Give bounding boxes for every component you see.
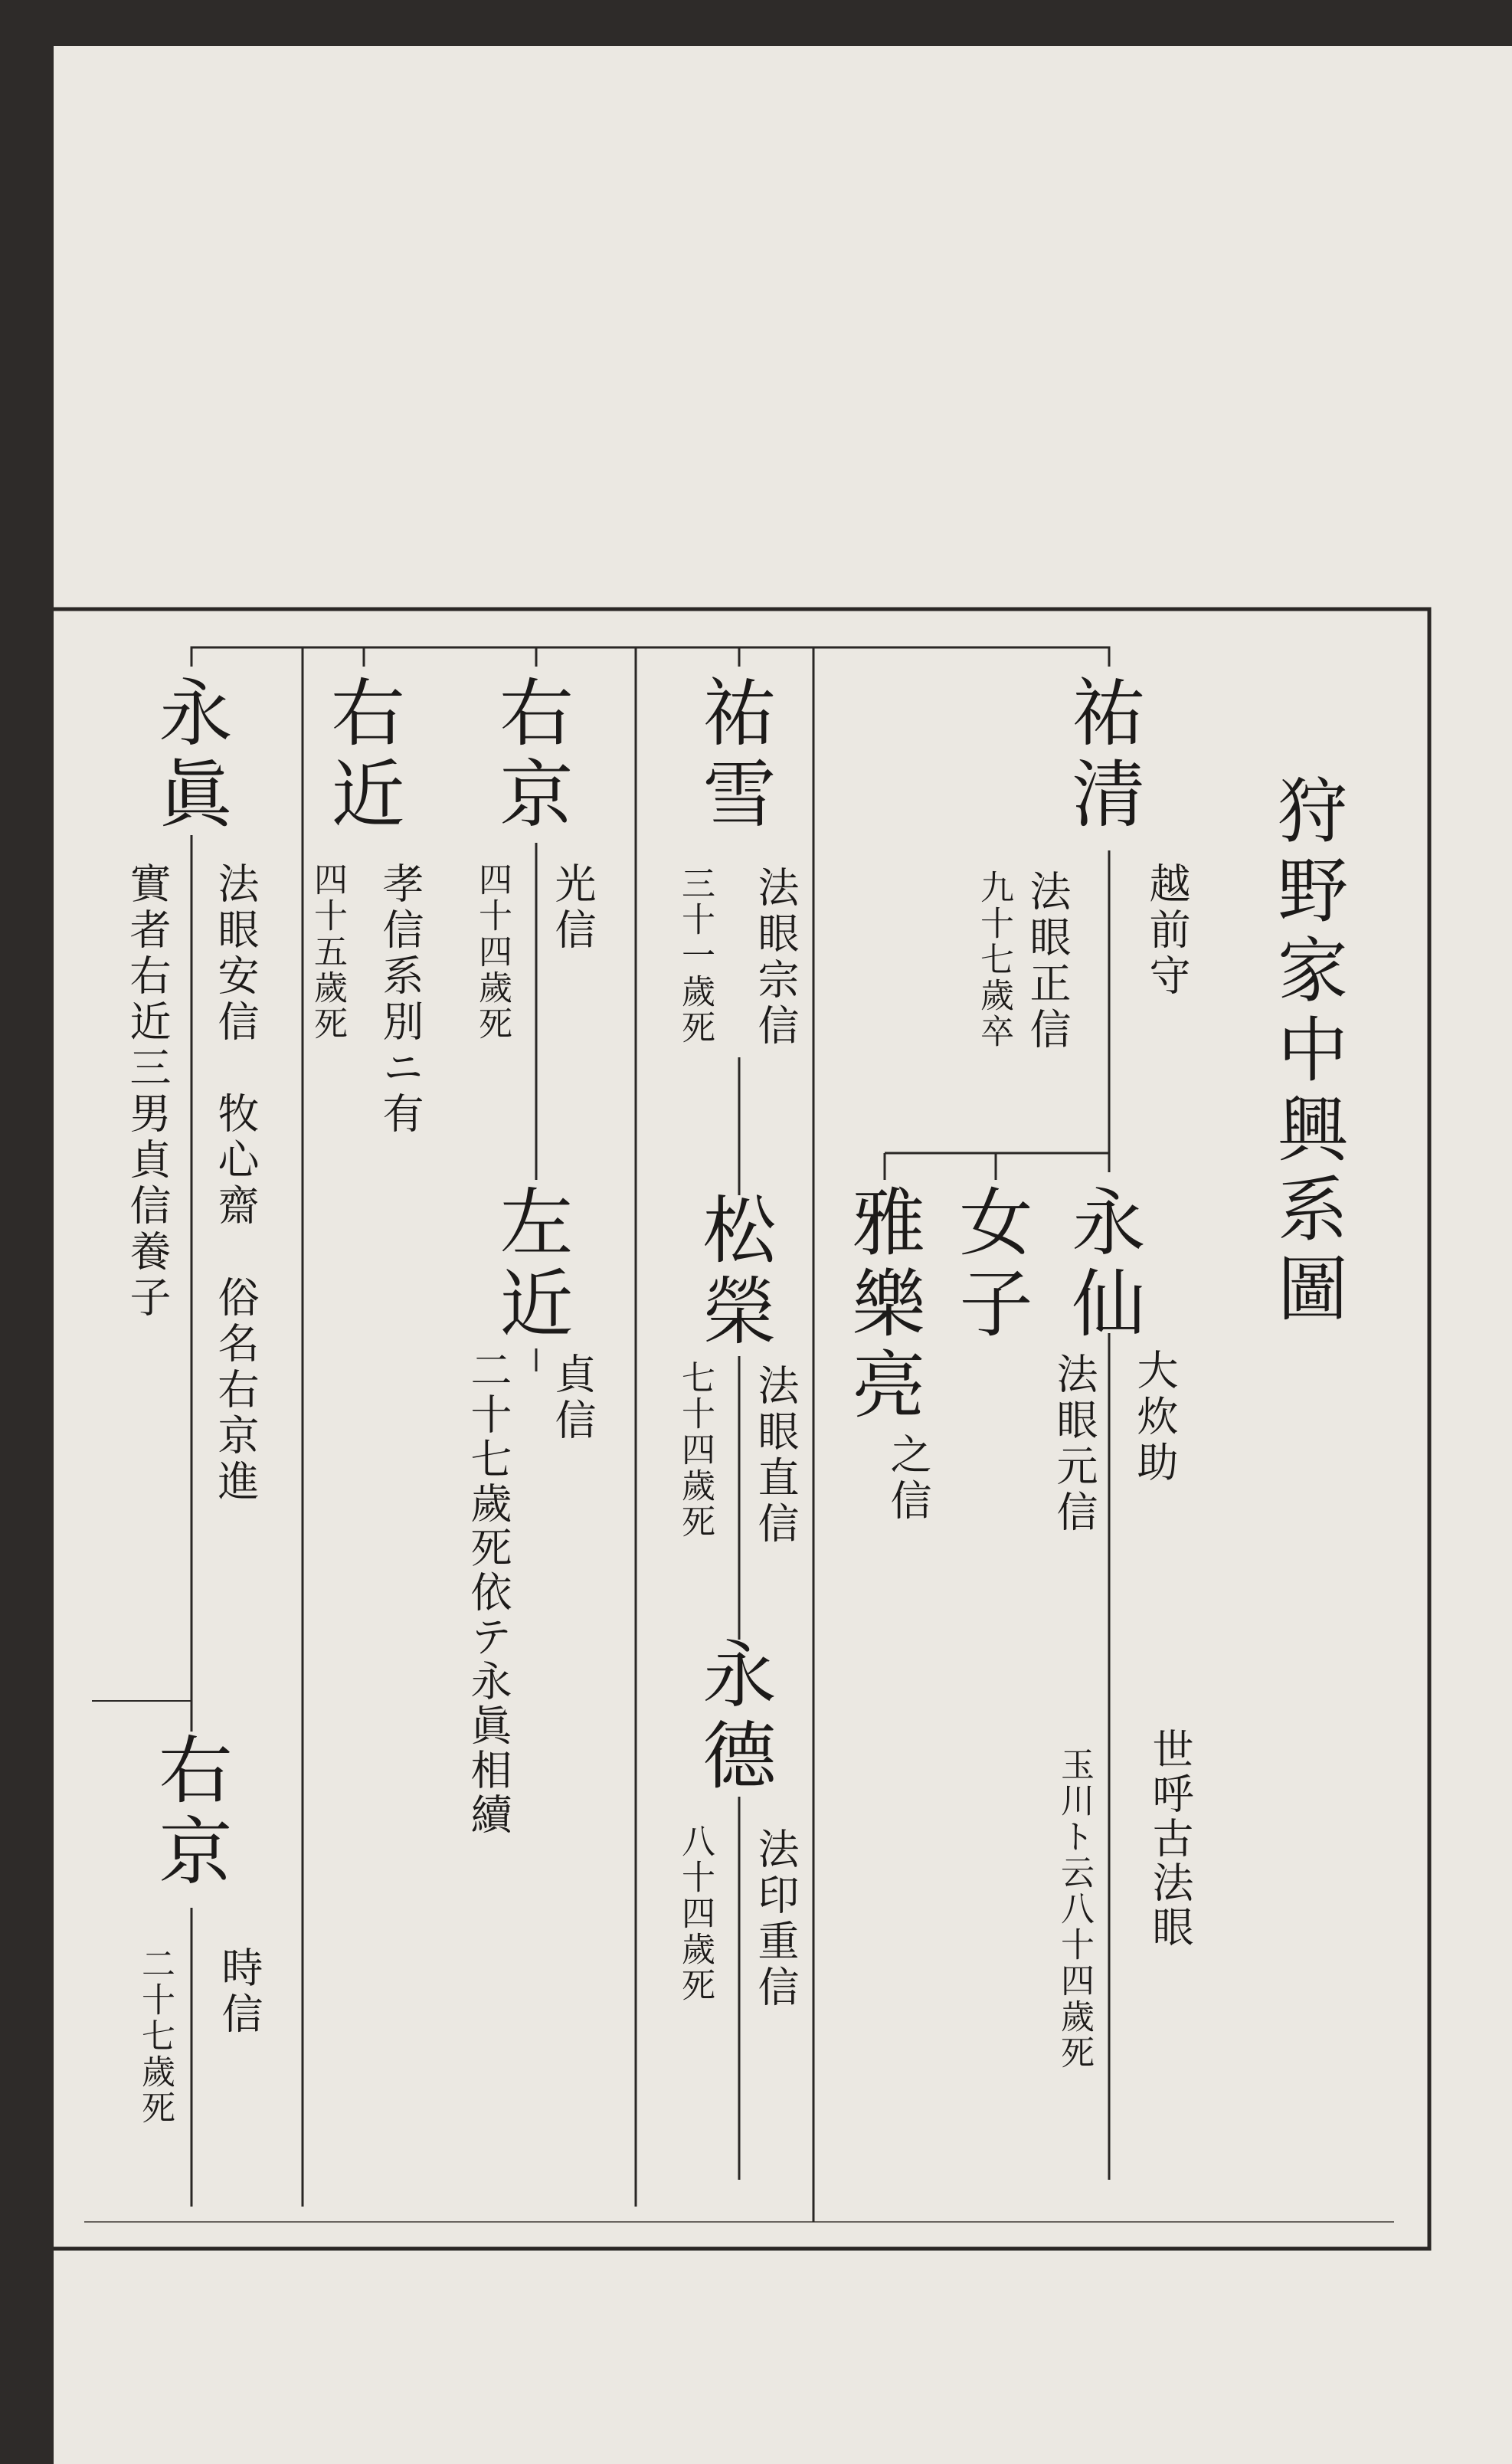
person-eitoku-age: 八十四歲死 (676, 1823, 715, 2004)
genealogy-title: 狩野家中興系圖 (1266, 774, 1348, 1332)
person-yusetsu-name: 祐雪 (691, 674, 777, 837)
person-ukyo1-dharma: 光信 (548, 862, 597, 954)
person-eisen-dharma: 法眼元信 (1050, 1352, 1098, 1536)
person-ukyo2-dharma: 時信 (215, 1946, 263, 2038)
person-yusei-dharma: 法眼正信 (1023, 870, 1072, 1053)
person-ukon-dharma: 孝信系別ニ有 (376, 862, 424, 1138)
person-eishin-note: 實者右近三男貞信養子 (123, 862, 172, 1322)
person-sakon-dharma: 貞信 (548, 1352, 597, 1444)
person-shoei-age: 七十四歲死 (676, 1360, 715, 1540)
person-shoei-name: 松榮 (691, 1191, 777, 1354)
person-ukyo1-name: 右京 (488, 674, 574, 837)
person-garaku-dharma: 之信 (884, 1433, 932, 1525)
person-ukyo1-age: 四十四歲死 (473, 862, 512, 1042)
person-ukyo2-age: 二十七歲死 (136, 1946, 175, 2126)
person-eisen-note1: 世呼古法眼 (1146, 1728, 1194, 1950)
person-yusei-age: 九十七歲卒 (974, 870, 1013, 1050)
person-eisen-note2: 玉川ト云八十四歲死 (1055, 1747, 1094, 2071)
person-eisen-name: 永仙 (1060, 1184, 1146, 1346)
person-shoei-dharma: 法眼直信 (751, 1364, 800, 1548)
person-ukyo2-name: 右京 (147, 1732, 233, 1894)
person-ukon-name: 右近 (319, 674, 405, 837)
person-yusetsu-dharma: 法眼宗信 (751, 866, 800, 1050)
person-yusei-title: 越前守 (1143, 862, 1191, 1000)
person-ukon-age: 四十五歲死 (308, 862, 347, 1042)
person-yusei-name: 祐清 (1060, 674, 1146, 837)
person-joshi-name: 女子 (947, 1184, 1033, 1346)
line-eisen-children (885, 1153, 1109, 1180)
person-eitoku-name: 永德 (691, 1636, 777, 1798)
person-eisen-alias: 大炊助 (1131, 1348, 1179, 1486)
person-eishin-name: 永眞 (147, 674, 233, 837)
person-garaku-name: 雅樂亮 (840, 1184, 926, 1427)
person-sakon-name: 左近 (488, 1184, 574, 1346)
line-eishin-box (191, 647, 303, 667)
person-yusetsu-age: 三十一歲死 (676, 866, 715, 1046)
person-eitoku-dharma: 法印重信 (751, 1827, 800, 2011)
person-eishin-dharma: 法眼安信 牧心齋 俗名右京進 (211, 862, 260, 1506)
person-sakon-age: 二十七歲死依テ永眞相續 (464, 1348, 512, 1837)
